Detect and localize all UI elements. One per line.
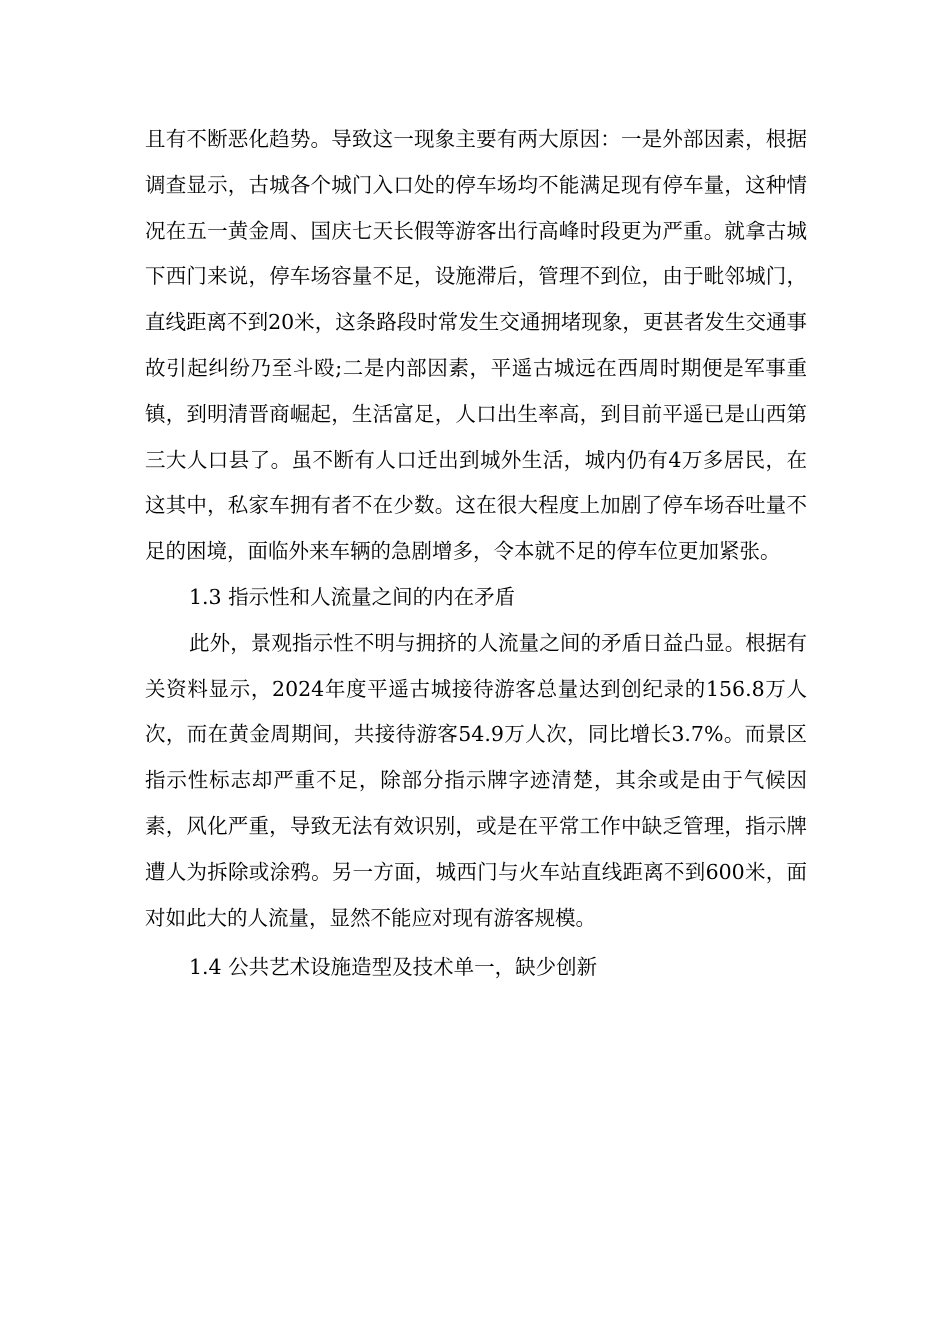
paragraph-parking-causes: 且有不断恶化趋势。导致这一现象主要有两大原因：一是外部因素，根据调查显示，古城各个城门入口处的停车场均不能满足现有停车量，这种情况在五一黄金周、国庆七天长假等游客出行高峰时段更为严重。就拿古城下西门来说，停车场容量不足，设施滞后，管理不到位，由于毗邻城门，直线距离不到20米，这条路段时常发生交通拥堵现象，更甚者发生交通事故引起纠纷乃至斗殴;二是内部因素，平遥古城远在西周时期便是军事重镇，到明清晋商崛起，生活富足，人口出生率高，到目前平遥已是山西第三大人口县了。虽不断有人口迁出到城外生活，城内仍有4万多居民，在这其中，私家车拥有者不在少数。这在很大程度上加剧了停车场吞吐量不足的困境，面临外来车辆的急剧增多，令本就不足的停车位更加紧张。 bbox=[145, 127, 807, 564]
document-body bbox=[145, 117, 807, 991]
section-heading-1-4: 1.4 公共艺术设施造型及技术单一，缺少创新 bbox=[189, 955, 598, 980]
paragraph-signage-crowds: 此外，景观指示性不明与拥挤的人流量之间的矛盾日益凸显。根据有关资料显示，2024年度平遥古城接待游客总量达到创纪录的156.8万人次，而在黄金周期间，共接待游客54.9万人次，同比增长3.7%。而景区指示性标志却严重不足，除部分指示牌字迹清楚，其余或是由于气候因素，风化严重，导致无法有效识别，或是在平常工作中缺乏管理，指示牌遭人为拆除或涂鸦。另一方面，城西门与火车站直线距离不到600米，面对如此大的人流量，显然不能应对现有游客规模。 bbox=[145, 630, 807, 930]
section-heading-1-3: 1.3 指示性和人流量之间的内在矛盾 bbox=[189, 584, 516, 609]
